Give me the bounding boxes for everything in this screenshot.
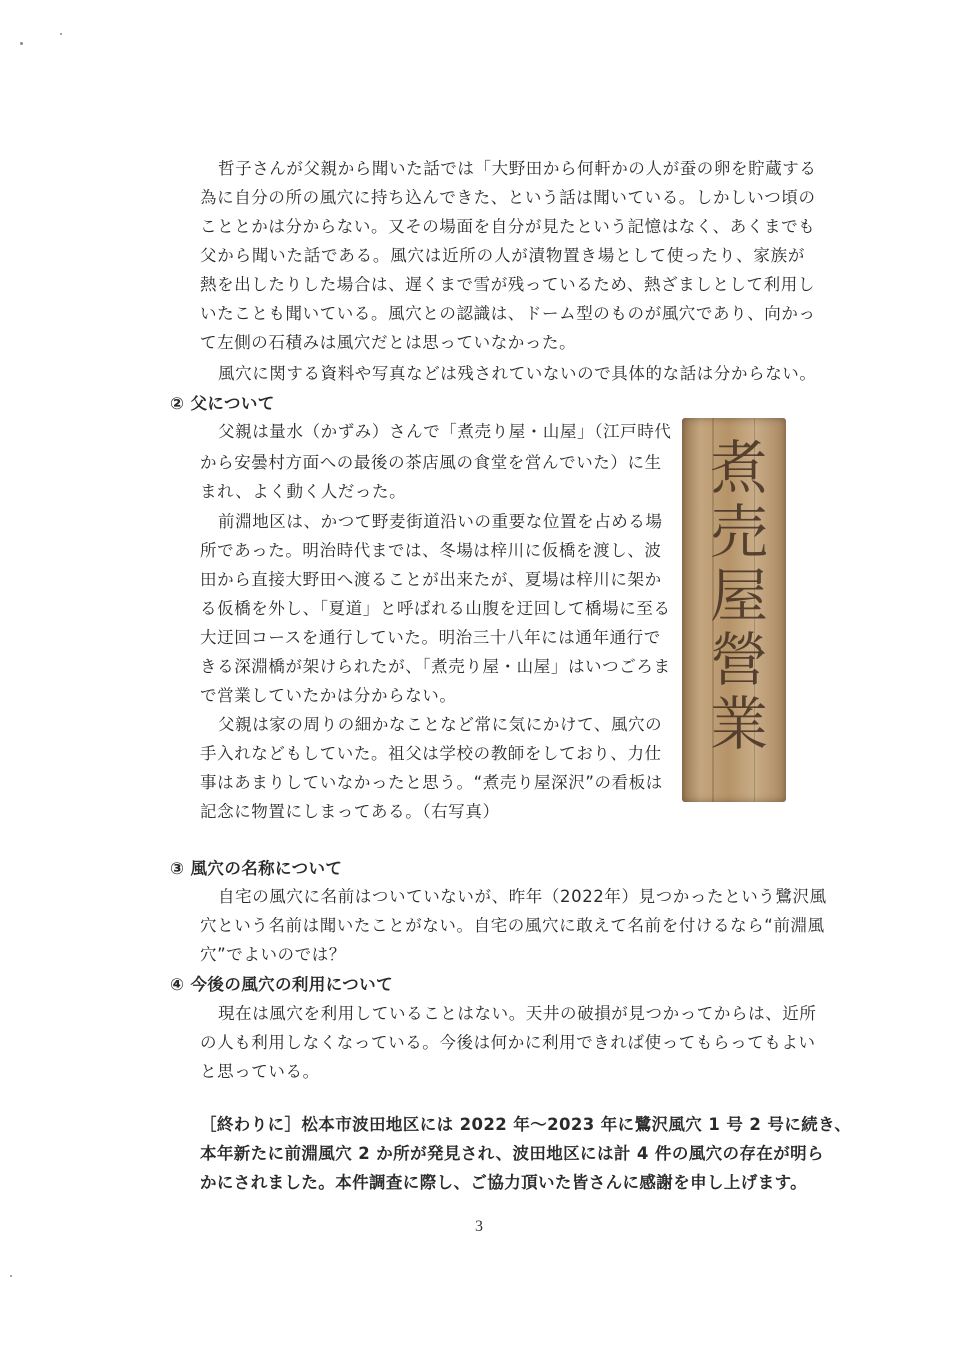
section-heading: ③ 風穴の名称について — [170, 859, 343, 878]
section-line: 穴”でよいのでは？ — [200, 945, 346, 964]
section-line: から安曇村方面への最後の茶店風の食堂を営んでいた）に生 — [200, 453, 662, 472]
section-line: 父親は量水（かずみ）さんで「煮売り屋・山屋」（江戸時代 — [218, 422, 672, 441]
signboard-inscription: 煮売屋營業 — [700, 437, 768, 757]
section-line: る仮橋を外し、「夏道」と呼ばれる山腹を迂回して橋場に至る — [200, 599, 671, 618]
intro-line: 哲子さんが父親から聞いた話では「大野田から何軒かの人が蚕の卵を貯蔵する — [218, 159, 817, 178]
intro-line: こととかは分からない。又その場面を自分が見たという記憶はなく、あくまでも — [200, 217, 816, 236]
intro-line: 熱を出したりした場合は、遅くまで雪が残っているため、熱ざましとして利用し — [200, 275, 815, 294]
intro-line: 風穴に関する資料や写真などは残されていないので具体的な話は分からない。 — [218, 364, 817, 383]
section-line: で営業していたかは分からない。 — [200, 686, 457, 705]
intro-line: 為に自分の所の風穴に持ち込んできた、という話は聞いている。しかしいつ頃の — [200, 188, 816, 207]
scan-speck — [20, 42, 23, 45]
section-line: 田から直接大野田へ渡ることが出来たが、夏場は梓川に架か — [200, 570, 662, 589]
intro-line: 父から聞いた話である。風穴は近所の人が漬物置き場として使ったり、家族が — [200, 246, 805, 265]
section-line: 所であった。明治時代までは、冬場は梓川に仮橋を渡し、波 — [200, 541, 662, 560]
page-number: 3 — [475, 1218, 483, 1235]
closing-line: 本年新たに前淵風穴 2 か所が発見され、波田地区には計 4 件の風穴の存在が明ら — [200, 1144, 824, 1163]
section-line: きる深淵橋が架けられたが、「煮売り屋・山屋」はいつごろま — [200, 657, 671, 676]
section-line: 大迂回コースを通行していた。明治三十八年には通年通行で — [200, 628, 661, 647]
section-line: 手入れなどもしていた。祖父は学校の教師をしており、力仕 — [200, 744, 662, 763]
section-line: 父親は家の周りの細かなことなど常に気にかけて、風穴の — [218, 715, 663, 734]
section-line: 現在は風穴を利用していることはない。天井の破損が見つかってからは、近所 — [218, 1004, 817, 1023]
intro-line: て左側の石積みは風穴だとは思っていなかった。 — [200, 333, 577, 352]
section-line: 穴という名前は聞いたことがない。自宅の風穴に敢えて名前を付けるなら“前淵風 — [200, 916, 825, 935]
signboard-photo — [682, 418, 786, 802]
section-line: の人も利用しなくなっている。今後は何かに利用できれば使ってもらってもよい — [200, 1033, 816, 1052]
scan-speck — [10, 1275, 12, 1277]
section-line: と思っている。 — [200, 1062, 320, 1081]
section-line: まれ、よく動く人だった。 — [200, 482, 407, 501]
section-line: 前淵地区は、かつて野麦街道沿いの重要な位置を占める場 — [218, 512, 663, 531]
section-line: 記念に物置にしまってある。（右写真） — [200, 802, 500, 821]
section-heading: ② 父について — [170, 394, 275, 413]
section-heading: ④ 今後の風穴の利用について — [170, 975, 393, 994]
scan-speck — [60, 33, 62, 35]
intro-line: いたことも聞いている。風穴との認識は、ドーム型のものが風穴であり、向かっ — [200, 304, 816, 323]
closing-line: かにされました。本件調査に際し、ご協力頂いた皆さんに感謝を申し上げます。 — [200, 1173, 808, 1192]
section-line: 事はあまりしていなかったと思う。“煮売り屋深沢”の看板は — [200, 773, 663, 792]
closing-line: ［終わりに］松本市波田地区には 2022 年～2023 年に鷺沢風穴 1 号 2 号に続き、 — [200, 1115, 852, 1134]
section-line: 自宅の風穴に名前はついていないが、昨年（2022年）見つかったという鷺沢風 — [218, 887, 827, 906]
